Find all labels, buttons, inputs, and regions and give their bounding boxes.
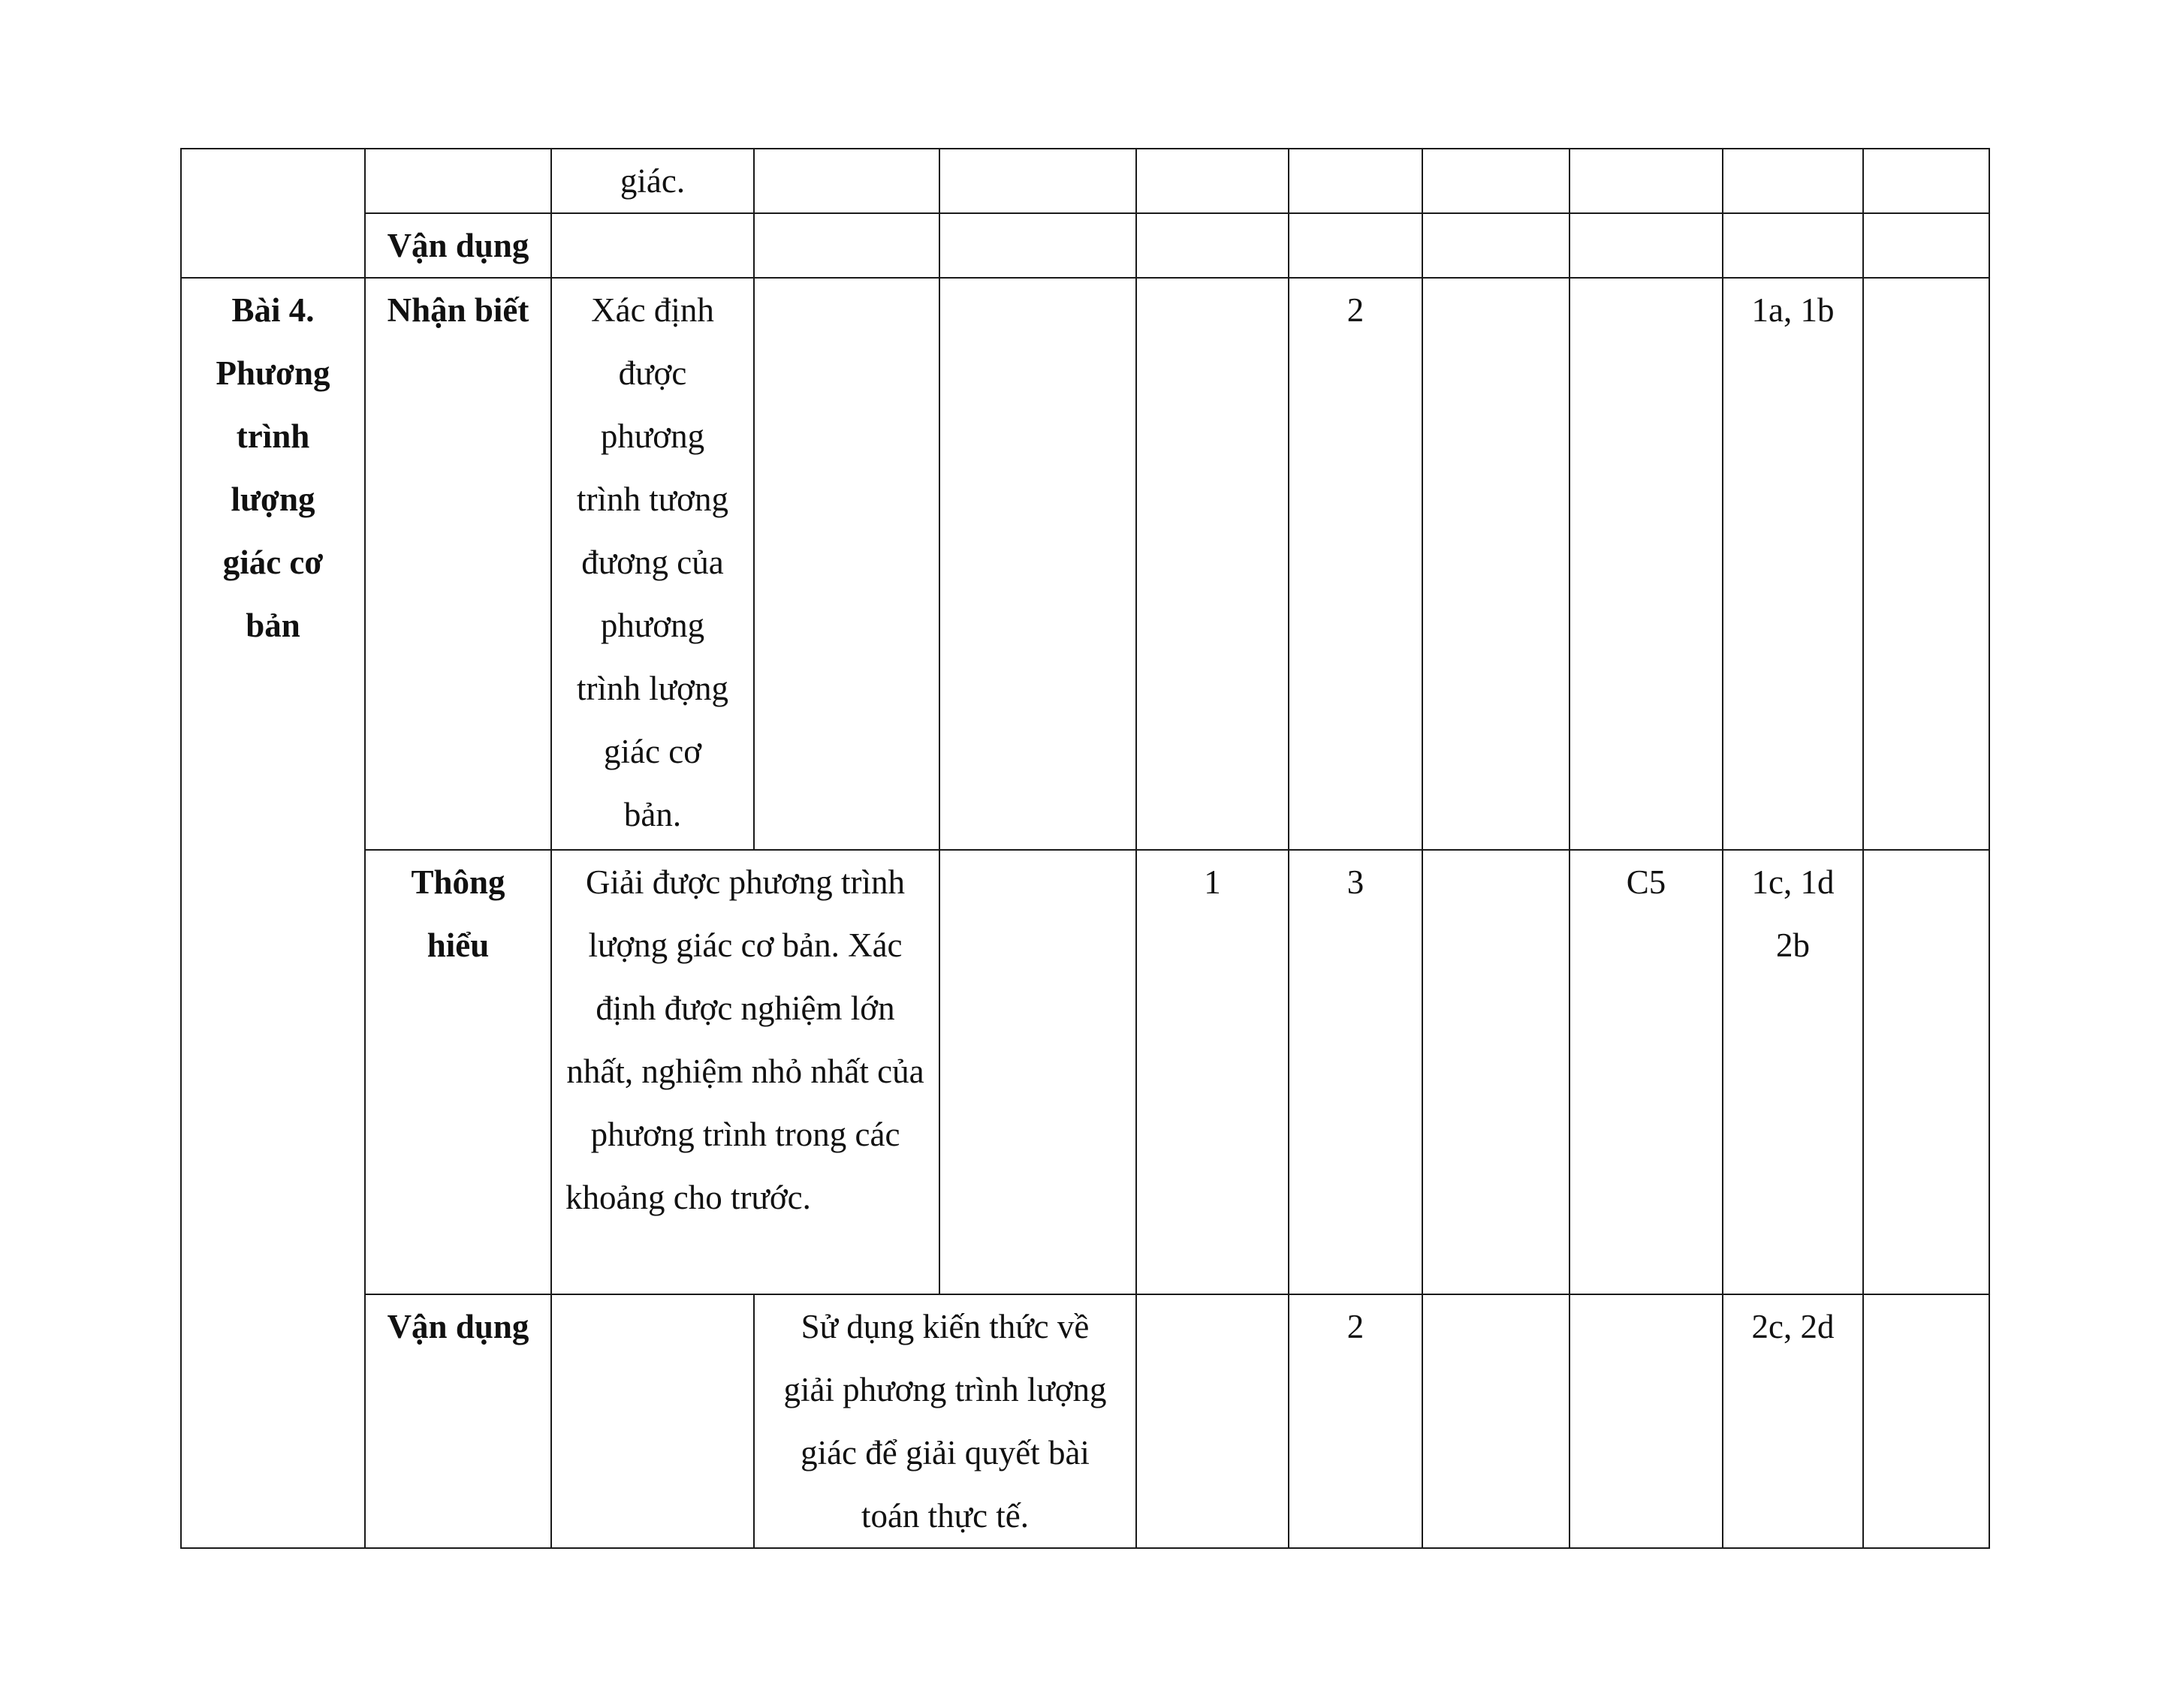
table-cell [754,213,939,278]
lesson-cell-previous [181,149,365,278]
table-cell [1422,278,1569,850]
table-row [181,1294,1989,1548]
level-cell [365,149,551,213]
table-cell [1863,149,1989,213]
description-cell: giác. [551,149,754,213]
table-cell [1863,1294,1989,1548]
description-line: phương [600,607,705,644]
level-cell-nhan-biet: Nhận biết [365,278,551,850]
table-row [181,278,1989,850]
table-cell [1569,1294,1723,1548]
table-cell [1863,213,1989,278]
description-line: được [618,354,687,392]
table-cell [1422,213,1569,278]
table-cell [939,850,1136,1294]
items-cell: 1a, 1b [1723,278,1863,850]
table-cell [1569,149,1723,213]
description-line: đương của [581,544,724,581]
level-cell-van-dung: Vận dụng [365,213,551,278]
table-cell [1136,1294,1289,1548]
table-cell [1723,149,1863,213]
table-cell [754,149,939,213]
lesson-title-line: Phương [216,354,330,392]
table-row [181,850,1989,1294]
table-cell [551,1294,754,1548]
description-line: trình tương [577,480,728,518]
items-line: 1c, 1d [1751,863,1835,901]
items-cell: 2c, 2d [1723,1294,1863,1548]
level-line: Thông [411,863,505,901]
level-line: hiểu [427,926,490,964]
count-cell: 2 [1289,1294,1422,1548]
table-cell [939,149,1136,213]
table-cell [1569,278,1723,850]
description-line: bản. [623,796,682,833]
table-cell [1422,149,1569,213]
lesson-title-line: trình [236,417,310,455]
count-cell: 1 [1136,850,1289,1294]
lesson-title-line: Bài 4. [231,291,315,329]
table-cell [1422,1294,1569,1548]
lesson-title-line: bản [246,607,300,644]
level-cell-van-dung: Vận dụng [365,1294,551,1548]
table-row [181,149,1989,213]
description-cell-van-dung [754,1294,1136,1548]
table-cell [1136,213,1289,278]
lesson-title-line: lượng [231,480,315,518]
table-row [181,213,1989,278]
description-line: phương [600,417,705,455]
description-line: trình lượng [577,670,728,707]
count-cell: 2 [1289,278,1422,850]
table-cell [939,278,1136,850]
lesson-title-cell [181,278,365,1548]
table-cell [551,213,754,278]
items-cell [1723,850,1863,1294]
description-cell-thong-hieu: Giải được phương trình lượng giác cơ bản. Xác định được nghiệm lớn nhất, nghiệm nhỏ nhất của phương trình trong các khoảng cho trước. [551,850,939,1294]
table-cell [939,213,1136,278]
description-cell-nhan-biet [551,278,754,850]
description-line: Xác định [591,291,714,329]
table-cell [754,278,939,850]
count-cell: 3 [1289,850,1422,1294]
table-cell [1863,850,1989,1294]
table-cell [1723,213,1863,278]
description-line: giải phương trình lượng [783,1371,1107,1408]
table-cell [1422,850,1569,1294]
table-cell [1863,278,1989,850]
lesson-title-line: giác cơ [222,544,324,581]
description-line: toán thực tế. [861,1497,1030,1535]
table-cell [1289,213,1422,278]
description-line: Sử dụng kiến thức về [801,1308,1090,1345]
code-cell: C5 [1569,850,1723,1294]
table-cell [1136,278,1289,850]
assessment-matrix-table [180,148,1990,1549]
table-cell [1569,213,1723,278]
description-line: giác cơ [604,733,701,770]
table-cell [1136,149,1289,213]
items-line: 2b [1776,926,1810,964]
table-cell [1289,149,1422,213]
description-line: giác để giải quyết bài [801,1434,1090,1472]
level-cell-thong-hieu [365,850,551,1294]
